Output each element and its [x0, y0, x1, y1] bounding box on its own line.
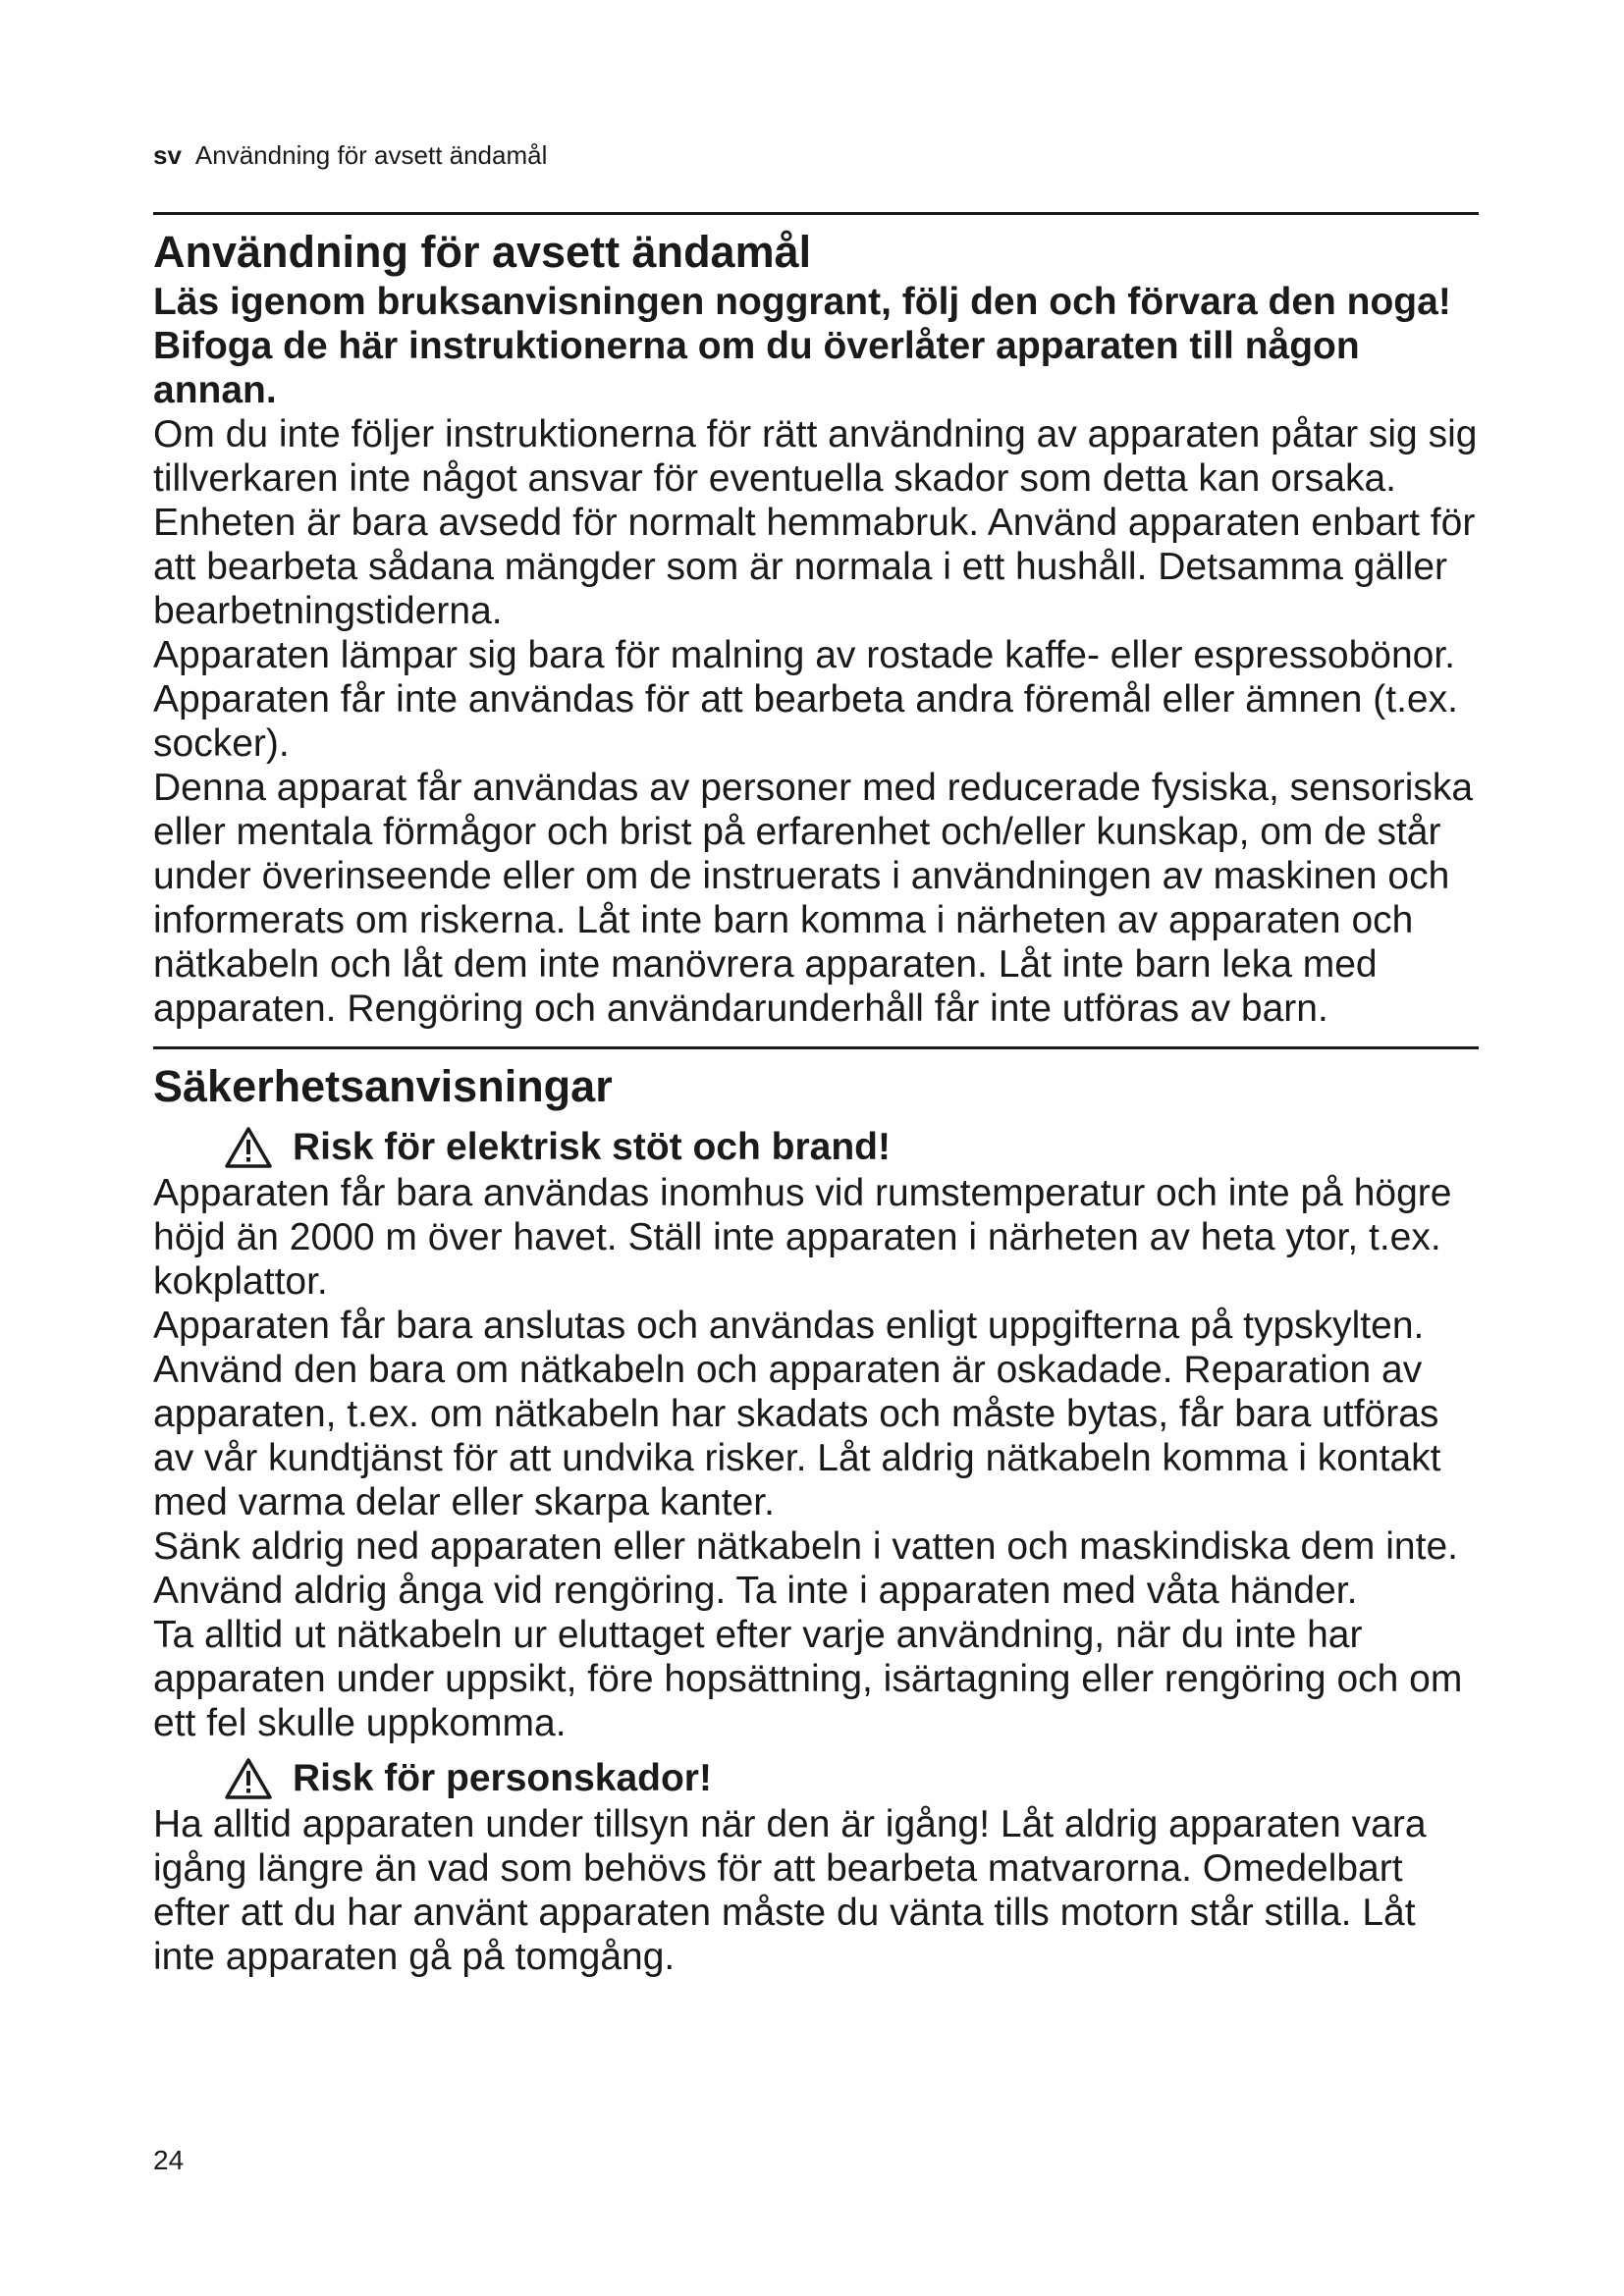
paragraph: Ta alltid ut nätkabeln ur eluttaget efter varje användning, när du inte har apparaten under uppsikt, före hopsättning, isärtagning eller rengöring och om ett fel skulle uppkomma. [153, 1614, 1463, 1744]
warning-heading-electric [224, 1124, 1479, 1171]
running-header [153, 139, 547, 171]
section-divider [153, 212, 1479, 215]
section-title-intended-use: Användning för avsett ändamål [153, 227, 812, 277]
warning-triangle-icon [224, 1757, 273, 1800]
warning-heading-text: Risk för personskador! [293, 1757, 712, 1799]
spacer [153, 1031, 1479, 1046]
warning-triangle-icon [224, 1126, 273, 1169]
paragraph: Denna apparat får användas av personer med reducerade fysiska, sensoriska eller mentala förmågor och brist på erfarenhet och/eller kunskap, om de står under överinseende eller om de instruerats i användningen av maskinen och informerats om riskerna. Låt inte barn komma i närheten av apparaten och nätkabeln och låt dem inte manövrera apparaten. Låt inte barn leka med apparaten. Rengöring och användarunderhåll får inte utföras av barn. [153, 767, 1474, 1030]
paragraph: Apparaten får bara användas inomhus vid rumstemperatur och inte på högre höjd än 2000 m över havet. Ställ inte apparaten i närheten av heta ytor, t.ex. kokplattor. [153, 1172, 1452, 1303]
language-code: sv [153, 140, 182, 170]
page-content [153, 212, 1479, 1979]
paragraph: Apparaten får bara anslutas och användas enligt uppgifterna på typskylten. Använd den bara om nätkabeln och apparaten är oskadade. Reparation av apparaten, t.ex. om nätkabeln har skadats och måste bytas, får bara utföras av vår kundtjänst för att undvika risker. Låt aldrig nätkabeln komma i kontakt med varma delar eller skarpa kanter. [153, 1305, 1441, 1523]
page-number: 24 [153, 2145, 185, 2175]
paragraph: Apparaten lämpar sig bara för malning av rostade kaffe- eller espressobönor. Apparaten får inte användas för att bearbeta andra föremål eller ämnen (t.ex. socker). [153, 634, 1458, 765]
intro-bold-text: Läs igenom bruksanvisningen noggrant, följ den och förvara den noga! Bifoga de här instruktionerna om du överlåter apparaten till någon annan. [153, 281, 1451, 411]
section-title-safety: Säkerhetsanvisningar [153, 1061, 613, 1111]
paragraph: Enheten är bara avsedd för normalt hemmabruk. Använd apparaten enbart för att bearbeta sådana mängder som är normala i ett hushåll. Detsamma gäller bearbetningstiderna. [153, 502, 1476, 632]
paragraph: Ha alltid apparaten under tillsyn när den är igång! Låt aldrig apparaten vara igång längre än vad som behövs för att bearbeta matvarorna. Omedelbart efter att du har använt apparaten måste du vänta tills motorn står stilla. Låt inte apparaten gå på tomgång. [153, 1803, 1427, 1978]
warning-heading-injury [224, 1755, 1479, 1802]
paragraph: Om du inte följer instruktionerna för rätt användning av apparaten påtar sig sig tillverkaren inte något ansvar för eventuella skador som detta kan orsaka. [153, 413, 1478, 500]
warning-heading-text: Risk för elektrisk stöt och brand! [293, 1126, 891, 1168]
paragraph: Sänk aldrig ned apparaten eller nätkabeln i vatten och maskindiska dem inte. Använd aldrig ånga vid rengöring. Ta inte i apparaten med våta händer. [153, 1525, 1458, 1612]
section-divider [153, 1046, 1479, 1049]
running-header-title: Användning för avsett ändamål [194, 140, 548, 170]
